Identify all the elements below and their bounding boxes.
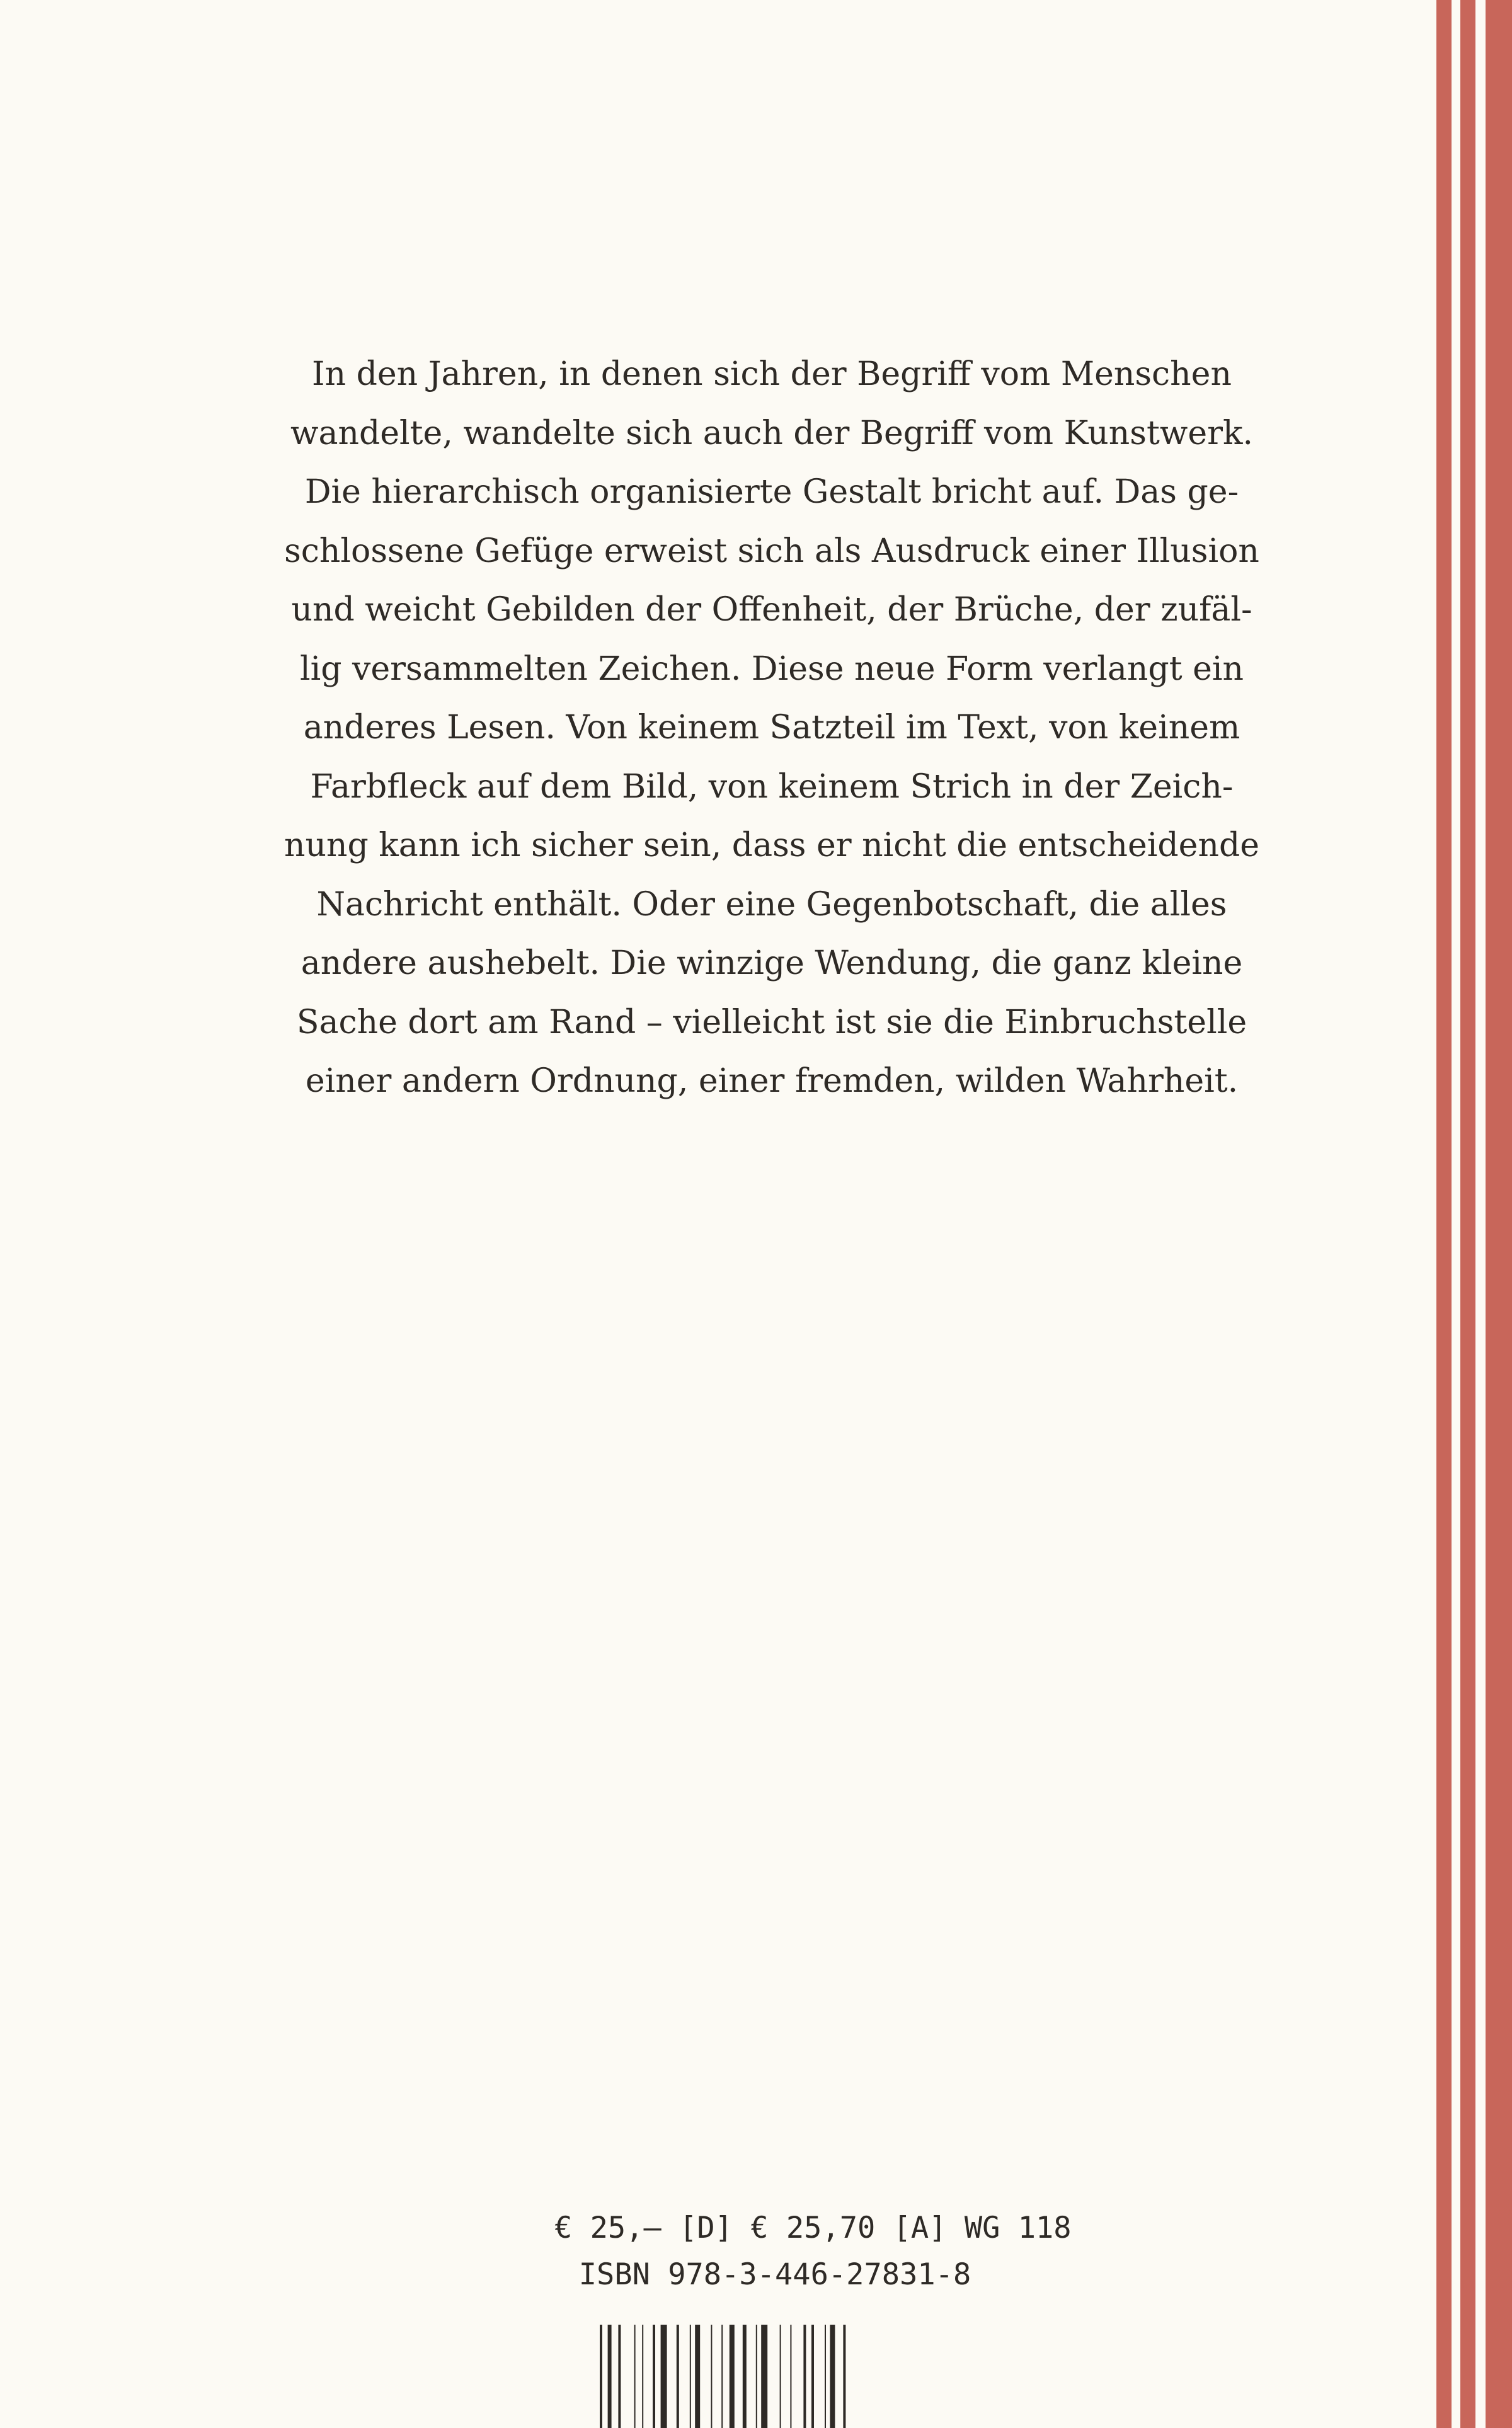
spine-stripe — [1486, 0, 1512, 2428]
barcode-bar — [761, 2325, 767, 2428]
isbn: ISBN 978-3-446-27831-8 — [578, 2257, 971, 2292]
barcode-bar — [830, 2325, 835, 2428]
price-isbn-block — [554, 2205, 1072, 2298]
blurb-line: nung kann ich sicher sein, dass er nicht die entscheidende — [284, 827, 1259, 864]
barcode-bar — [695, 2325, 700, 2428]
barcode-bar — [618, 2325, 621, 2428]
barcode-bar — [661, 2325, 667, 2428]
barcode-bar — [711, 2325, 712, 2428]
barcode-bar — [790, 2325, 791, 2428]
blurb-line: schlossene Gefüge erweist sich als Ausdruck einer Illusion — [284, 532, 1259, 570]
barcode-bar — [721, 2325, 723, 2428]
blurb-line: Nachricht enthält. Oder eine Gegenbotschaft, die alles — [316, 885, 1227, 924]
blurb-line: Farbfleck auf dem Bild, von keinem Strich in der Zeich- — [310, 767, 1234, 806]
barcode-bar — [743, 2325, 747, 2428]
spine-stripes — [1436, 0, 1512, 2428]
blurb-line: lig versammelten Zeichen. Diese neue Form verlangt ein — [299, 650, 1244, 688]
barcode-bar — [690, 2325, 691, 2428]
barcode-bar — [780, 2325, 781, 2428]
blurb-text — [239, 345, 1304, 1111]
spine-stripe — [1436, 0, 1452, 2428]
barcode-bar — [608, 2325, 612, 2428]
barcode-bar — [600, 2325, 602, 2428]
barcode-icon — [600, 2325, 959, 2428]
blurb-line: und weicht Gebilden der Offenheit, der Brüche, der zufäl- — [291, 591, 1252, 629]
blurb-line: einer andern Ordnung, einer fremden, wilden Wahrheit. — [305, 1062, 1239, 1100]
barcode-bar — [730, 2325, 735, 2428]
spine-stripe — [1460, 0, 1475, 2428]
price-line: € 25,– [D] € 25,70 [A] WG 118 — [554, 2211, 1072, 2245]
blurb-line: wandelte, wandelte sich auch der Begriff vom Kunstwerk. — [290, 414, 1254, 452]
barcode-bar — [677, 2325, 679, 2428]
blurb-line: Die hierarchisch organisierte Gestalt bricht auf. Das ge- — [304, 473, 1239, 511]
barcode-bar — [825, 2325, 826, 2428]
barcode-bar — [756, 2325, 757, 2428]
blurb-line: andere aushebelt. Die winzige Wendung, die ganz kleine — [301, 944, 1243, 982]
blurb-line: anderes Lesen. Von keinem Satzteil im Text, von keinem — [303, 709, 1240, 747]
barcode-bar — [803, 2325, 806, 2428]
blurb-line: Sache dort am Rand – vielleicht ist sie die Einbruchstelle — [296, 1003, 1247, 1041]
barcode-bar — [642, 2325, 643, 2428]
barcode-bar — [653, 2325, 655, 2428]
barcode-bar — [811, 2325, 814, 2428]
barcode-bar — [634, 2325, 636, 2428]
blurb-line: In den Jahren, in denen sich der Begriff vom Menschen — [312, 355, 1232, 393]
barcode-bar — [843, 2325, 845, 2428]
